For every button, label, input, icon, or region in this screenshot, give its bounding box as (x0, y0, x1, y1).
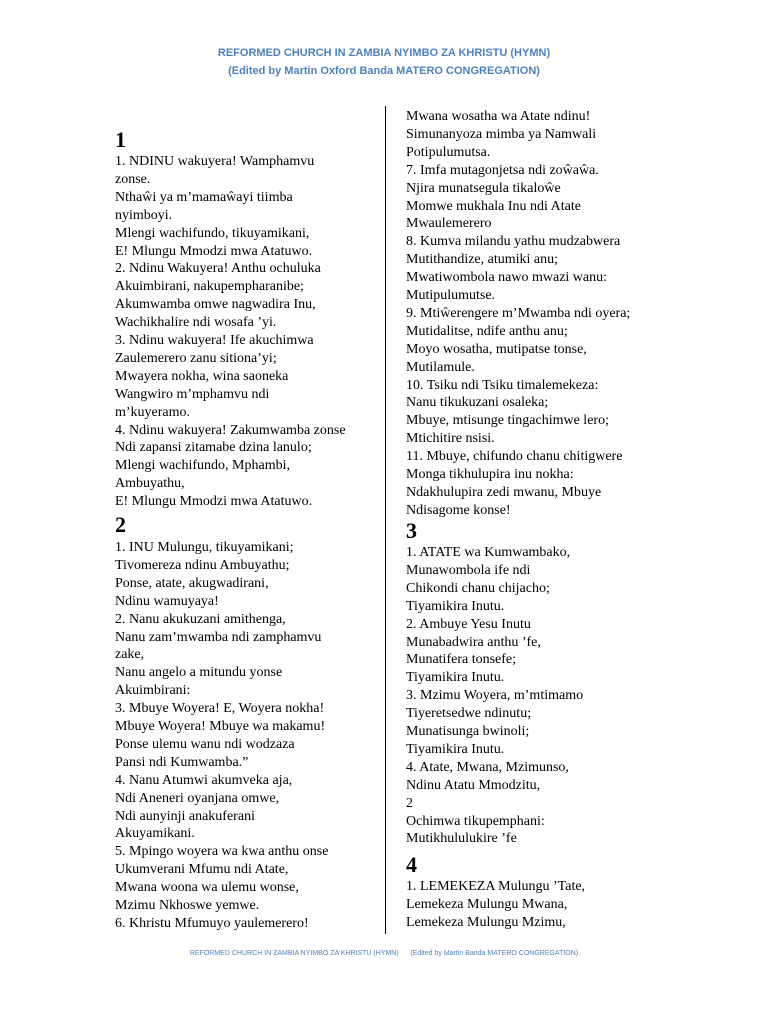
hymn-line: Akuyamikani. (115, 826, 195, 842)
hymn-line: Zaulemerero zanu sitiona’yi; (115, 350, 277, 366)
hymn-line: 4. Atate, Mwana, Mzimunso, (406, 759, 569, 775)
hymn-line: Ndi aunyinji anakuferani (115, 808, 255, 824)
hymn-line: Ndi Aneneri oyanjana omwe, (115, 790, 280, 806)
hymn-line: 1. LEMEKEZA Mulungu ’Tate, (406, 879, 586, 894)
hymn-line: Mwatiwombola nawo mwazi wanu: (406, 270, 608, 286)
hymn-line: Tiyamikira Inutu. (406, 598, 505, 614)
hymn-line: Ndi zapansi zitamabe dzina lanulo; (115, 440, 312, 456)
hymn-line: 3. Mzimu Woyera, m’mtimamo (406, 688, 584, 704)
hymn-line: Momwe mukhala Inu ndi Atate (406, 198, 581, 214)
hymn-line: Tiyamikira Inutu. (406, 741, 505, 757)
hymn-line: Mwana wosatha wa Atate ndinu! (406, 109, 591, 124)
hymn-line: Mutipulumutse. (406, 288, 496, 303)
hymn-line: 1. NDINU wakuyera! Wamphamvu (115, 154, 315, 169)
hymn-line: Wangwiro m’mphamvu ndi (115, 386, 270, 402)
page-footer: REFORMED CHURCH IN ZAMBIA NYIMBO ZA KHRISTU (HYMN) (Edited by Martin Banda MATERO CONGREGATION) (189, 950, 579, 957)
hymn-line: Monga tikhulupira inu nokha: (406, 467, 574, 482)
hymn-line: Munawombola ife ndi (406, 562, 531, 578)
hymn-line: Munatifera tonsefe; (406, 652, 517, 668)
hymn-line: Tiyeretsedwe ndinutu; (406, 706, 532, 722)
hymn-line: Lemekeza Mulungu Mzimu, (406, 914, 566, 930)
hymn-line: Wachikhalire ndi wosafa ’yi. (115, 315, 277, 331)
hymn-number: 3 (406, 518, 417, 543)
hymn-line: 1. INU Mulungu, tikuyamikani; (115, 540, 294, 555)
hymn-line: Moyo wosatha, mutipatse tonse, (406, 341, 587, 357)
hymn-line: Ndakhulupira zedi mwanu, Mbuye (406, 484, 602, 500)
hymn-line: Mtichitire nsisi. (406, 431, 495, 447)
hymn-line: Ponse ulemu wanu ndi wodzaza (115, 736, 295, 752)
hymn-line: Simunanyoza mimba ya Namwali (406, 126, 597, 142)
hymn-line: Tivomereza ndinu Ambuyathu; (115, 557, 290, 573)
hymn-line: nyimboyi. (115, 207, 173, 223)
hymn-line: 1. ATATE wa Kumwambako, (406, 545, 571, 560)
hymn-line: 5. Mpingo woyera wa kwa anthu onse (115, 844, 329, 860)
hymn-line: zonse. (115, 171, 151, 187)
hymn-line: Nanu angelo a mitundu yonse (115, 665, 283, 681)
hymn-line: Ndinu Atatu Mmodzitu, (406, 777, 541, 793)
hymn-line: Ndinu wamuyaya! (115, 593, 219, 609)
hymn-line: 2. Ndinu Wakuyera! Anthu ochuluka (115, 261, 321, 277)
hymn-line: 9. Mtiŵerengere m’Mwamba ndi oyera; (406, 305, 631, 321)
hymn-line: Mbuye Woyera! Mbuye wa makamu! (115, 719, 326, 734)
hymn-line: Mlengi wachifundo, tikuyamikani, (115, 225, 310, 241)
hymn-line: Ponse, atate, akugwadirani, (115, 575, 269, 591)
hymn-line: m’kuyeramo. (115, 404, 191, 420)
hymn-line: 4. Ndinu wakuyera! Zakumwamba zonse (115, 422, 346, 438)
hymn-line: Pansi ndi Kumwamba.” (115, 754, 249, 770)
hymn-line: E! Mlungu Mmodzi mwa Atatuwo. (115, 243, 313, 259)
hymn-line: Mutikhululukire ’fe (406, 831, 517, 847)
hymn-line: Chikondi chanu chijacho; (406, 580, 550, 596)
hymn-line: Akumwamba omwe nagwadira Inu, (115, 297, 316, 313)
hymn-line: Nanu tikukuzani osaleka; (406, 395, 549, 411)
hymn-line: zake, (115, 647, 145, 663)
hymn-line: Mwana woona wa ulemu wonse, (115, 880, 299, 896)
hymn-line: 3. Ndinu wakuyera! Ife akuchimwa (115, 333, 314, 348)
hymn-line: 2. Ambuye Yesu Inutu (406, 616, 531, 632)
hymn-line: Nthaŵi ya m’mamaŵayi tiimba (115, 189, 293, 205)
header-subtitle: (Edited by Martin Oxford Banda MATERO CONGREGATION) (228, 65, 540, 77)
hymn-line: 6. Khristu Mfumuyo yaulemerero! (115, 915, 309, 931)
hymn-line: Mwaulemerero (406, 216, 492, 232)
hymn-line: Mzimu Nkhoswe yemwe. (115, 898, 260, 913)
hymn-line: 11. Mbuye, chifundo chanu chitigwere (406, 449, 623, 465)
hymn-line: Munabadwira anthu ’fe, (406, 634, 541, 650)
hymn-line: Akuimbirani, nakupempharanibe; (115, 279, 304, 295)
page-header (0, 44, 768, 80)
hymn-line: Njira munatsegula tikaloŵe (406, 180, 561, 196)
hymn-line: Mbuye, mtisunge tingachimwe lero; (406, 413, 609, 429)
hymn-line: Mutithandize, atumiki anu; (406, 252, 559, 268)
hymn-line: Lemekeza Mulungu Mwana, (406, 896, 568, 912)
hymn-line: Mlengi wachifundo, Mphambi, (115, 458, 290, 474)
hymn-line: E! Mlungu Mmodzi mwa Atatuwo. (115, 494, 313, 510)
hymn-line: Munatisunga bwinoli; (406, 724, 530, 739)
hymn-line: 10. Tsiku ndi Tsiku timalemekeza: (406, 377, 599, 393)
hymn-number: 2 (115, 512, 126, 537)
hymn-line: 2. Nanu akukuzani amithenga, (115, 611, 286, 627)
hymn-number: 4 (406, 852, 417, 877)
column-divider (385, 106, 386, 934)
hymn-line: 2 (406, 795, 413, 811)
hymn-line: Ambuyathu, (115, 476, 185, 492)
hymn-line: Tiyamikira Inutu. (406, 670, 505, 686)
hymn-line: 7. Imfa mutagonjetsa ndi zoŵaŵa. (406, 162, 599, 178)
hymn-line: Mwayera nokha, wina saoneka (115, 368, 289, 384)
hymn-line: 4. Nanu Atumwi akumveka aja, (115, 772, 293, 788)
hymn-line: Nanu zam’mwamba ndi zamphamvu (115, 629, 322, 645)
hymn-line: Ndisagome konse! (406, 502, 511, 518)
hymn-line: Ukumverani Mfumu ndi Atate, (115, 862, 289, 878)
hymn-line: Akuimbirani: (115, 683, 191, 699)
hymn-line: Mutidalitse, ndife anthu anu; (406, 323, 568, 339)
hymn-line: Mutilamule. (406, 359, 475, 375)
hymn-line: Potipulumutsa. (406, 144, 491, 160)
hymn-line: 3. Mbuye Woyera! E, Woyera nokha! (115, 701, 325, 717)
hymn-number: 1 (115, 127, 126, 152)
hymn-line: 8. Kumva milandu yathu mudzabwera (406, 234, 621, 250)
hymn-line: Ochimwa tikupemphani: (406, 813, 545, 829)
header-title: REFORMED CHURCH IN ZAMBIA NYIMBO ZA KHRISTU (HYMN) (217, 47, 551, 59)
